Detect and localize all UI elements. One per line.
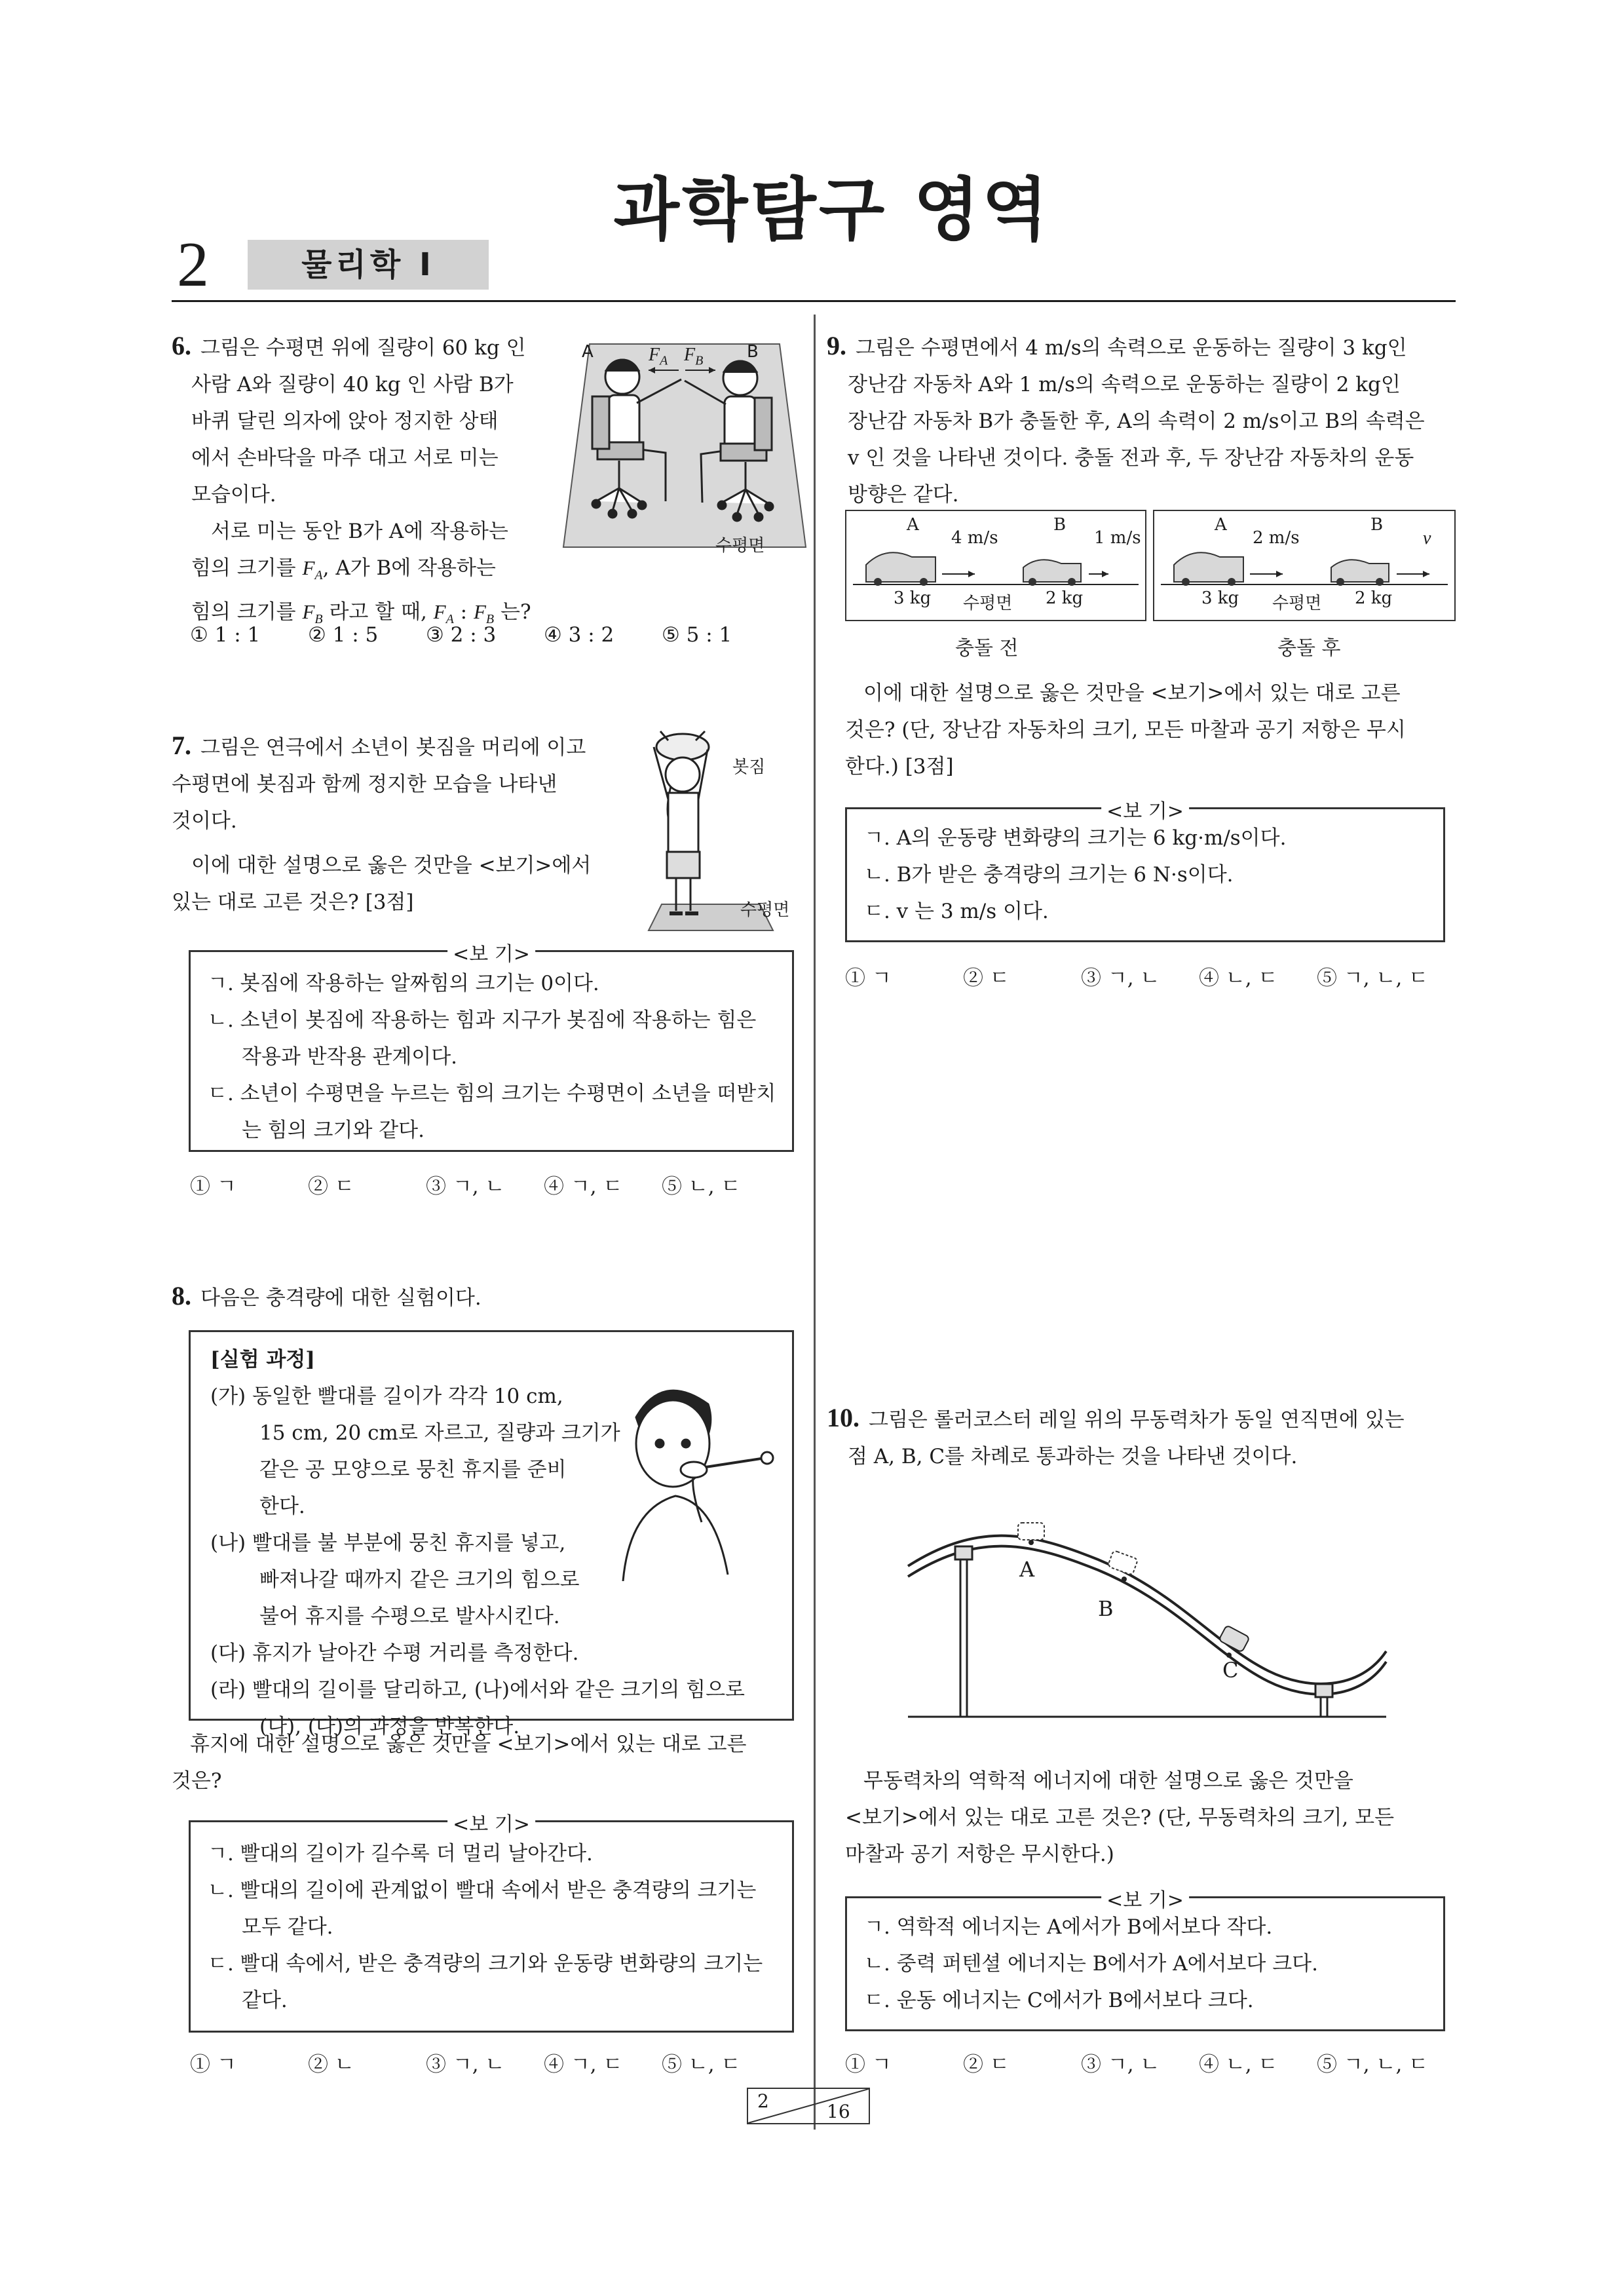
sub-a: A xyxy=(445,612,454,627)
q10-option-1[interactable]: ① ㄱ xyxy=(845,2053,892,2076)
page-current: 2 xyxy=(757,2090,769,2112)
q10-q-line: 무동력차의 역학적 에너지에 대한 설명으로 옳은 것만을 xyxy=(863,1769,1353,1793)
rail-top xyxy=(908,1536,1386,1684)
q8-options xyxy=(190,2048,740,2081)
q10-bogi-label: <보 기> xyxy=(1101,1884,1189,1913)
q9-bogi-item-2: ㄴ. B가 받은 충격량의 크기는 6 N·s이다. xyxy=(864,863,1234,887)
q10-line: 점 A, B, C를 차례로 통과하는 것을 나타낸 것이다. xyxy=(848,1445,1298,1468)
q8-option-4[interactable]: ④ ㄱ, ㄷ xyxy=(544,2053,623,2076)
q7-line: 있는 대로 고른 것은? [3점] xyxy=(172,890,414,914)
q9-before-va: 4 m/s xyxy=(951,528,998,548)
q8-option-2[interactable]: ② ㄴ xyxy=(308,2053,354,2076)
q8-step: (다) 휴지가 날아간 수평 거리를 측정한다. xyxy=(210,1641,579,1665)
q8-bogi-item-2: ㄴ. 빨대의 길이에 관계없이 빨대 속에서 받은 충격량의 크기는 모두 같다. xyxy=(208,1879,757,1939)
car-at-c xyxy=(1218,1625,1250,1653)
q8-step: 한다. xyxy=(259,1495,305,1518)
q9-before-ma: 3 kg xyxy=(894,588,932,608)
q8-experiment-box xyxy=(189,1330,794,1738)
force-fa xyxy=(302,556,323,583)
q6-text: , A가 B에 작용하는 xyxy=(322,556,496,580)
q7-line: 수평면에 봇짐과 함께 정지한 모습을 나타낸 xyxy=(172,773,557,796)
car-b xyxy=(1023,560,1081,585)
q8-bogi-item-1: ㄱ. 빨대의 길이가 길수록 더 멀리 날아간다. xyxy=(208,1842,593,1866)
q9-after-ma: 3 kg xyxy=(1201,588,1239,608)
page-title: 과학탐구 영역 xyxy=(613,170,1051,250)
q8-stem xyxy=(172,1278,482,1316)
q6-text: 는? xyxy=(494,600,531,624)
header-rule xyxy=(172,300,1456,302)
q7-option-5[interactable]: ⑤ ㄴ, ㄷ xyxy=(662,1175,741,1198)
car-at-b xyxy=(1108,1550,1138,1575)
point-a xyxy=(1029,1540,1034,1545)
q8-number: 8. xyxy=(172,1281,191,1311)
q8-bogi-item-3: ㄷ. 빨대 속에서, 받은 충격량의 크기와 운동량 변화량의 크기는 같다. xyxy=(208,1952,763,2012)
q10-label-c: C xyxy=(1222,1658,1239,1683)
rail-bottom xyxy=(908,1546,1386,1694)
q6-fig-label-b: B xyxy=(747,342,759,362)
q9-before-surface: 수평면 xyxy=(963,594,1013,613)
q9-option-4[interactable]: ④ ㄴ, ㄷ xyxy=(1199,966,1278,990)
q10-rollercoaster-figure xyxy=(901,1507,1399,1723)
q10-q-line: 마찰과 공기 저항은 무시한다.) xyxy=(845,1843,1114,1866)
f-symbol: F xyxy=(473,600,486,624)
q9-bogi-label: <보 기> xyxy=(1101,795,1189,824)
q7-fig-bundle: 봇짐 xyxy=(732,757,766,777)
q8-question xyxy=(172,1726,801,1799)
q10-line: 그림은 롤러코스터 레일 위의 무동력차가 동일 연직면에 있는 xyxy=(869,1408,1405,1432)
q7-fig-surface: 수평면 xyxy=(740,900,790,920)
q10-number: 10. xyxy=(827,1403,859,1432)
q9-option-3[interactable]: ③ ㄱ, ㄴ xyxy=(1081,966,1160,990)
f-symbol: F xyxy=(433,600,446,624)
q6-stem xyxy=(172,328,538,638)
q8-step: 불어 휴지를 수평으로 발사시킨다. xyxy=(259,1605,560,1628)
q9-after-caption: 충돌 후 xyxy=(1277,637,1341,660)
fb-sub: B xyxy=(695,353,704,368)
q8-step: (나), (다)의 과정을 반복한다. xyxy=(259,1715,520,1738)
q8-option-5[interactable]: ⑤ ㄴ, ㄷ xyxy=(662,2053,741,2076)
q7-bogi-item-3: ㄷ. 소년이 수평면을 누르는 힘의 크기는 수평면이 소년을 떠받치는 힘의 크기와 같다. xyxy=(208,1082,776,1142)
q9-after-va: 2 m/s xyxy=(1253,528,1300,548)
q6-option-1[interactable]: ① 1 : 1 xyxy=(190,623,261,647)
q6-text: 힘의 크기를 xyxy=(191,556,303,580)
q6-option-2[interactable]: ② 1 : 5 xyxy=(308,623,379,647)
q9-line: 그림은 수평면에서 4 m/s의 속력으로 운동하는 질량이 3 kg인 xyxy=(856,336,1407,360)
sub-b: B xyxy=(485,612,495,627)
q9-after-a: A xyxy=(1215,515,1227,535)
q6-line xyxy=(172,550,538,594)
q9-before-mb: 2 kg xyxy=(1046,588,1084,608)
fa-sub: A xyxy=(660,353,668,368)
q9-line: 장난감 자동차 B가 충돌한 후, A의 속력이 2 m/s이고 B의 속력은 xyxy=(848,410,1425,433)
q6-fig-label-a: A xyxy=(582,342,594,362)
q9-after-panel xyxy=(1153,510,1456,621)
colon: : xyxy=(453,600,474,624)
q10-q-line: <보기>에서 있는 대로 고른 것은? (단, 무동력차의 크기, 모든 xyxy=(845,1806,1395,1829)
q7-line: 것이다. xyxy=(172,809,237,833)
point-b xyxy=(1122,1577,1127,1582)
tissue-ball xyxy=(761,1452,773,1464)
q9-after-surface: 수평면 xyxy=(1272,594,1322,613)
q10-bogi-item-3: ㄷ. 운동 에너지는 C에서가 B에서보다 크다. xyxy=(864,1989,1254,2012)
q9-options xyxy=(845,962,1428,995)
q10-question xyxy=(845,1763,1456,1873)
q8-step: (가) 동일한 빨대를 길이가 각각 10 cm, xyxy=(210,1385,563,1408)
q6-options xyxy=(190,619,732,651)
q8-step: 같은 공 모양으로 뭉친 휴지를 준비 xyxy=(259,1458,567,1482)
q6-line: 에서 손바닥을 마주 대고 서로 미는 xyxy=(191,446,499,470)
q7-option-1[interactable]: ① ㄱ xyxy=(190,1175,236,1198)
q10-option-3[interactable]: ③ ㄱ, ㄴ xyxy=(1081,2053,1160,2076)
supports xyxy=(955,1546,1332,1717)
q8-text: 다음은 충격량에 대한 실험이다. xyxy=(200,1286,482,1310)
q6-option-3[interactable]: ③ 2 : 3 xyxy=(426,623,497,647)
q7-bogi-box xyxy=(189,943,794,1152)
column-divider xyxy=(814,315,816,2130)
q10-stem xyxy=(827,1400,1456,1475)
q7-number: 7. xyxy=(172,731,191,760)
q7-option-2[interactable]: ② ㄷ xyxy=(308,1175,354,1198)
sub-a: A xyxy=(314,568,323,583)
car-a xyxy=(866,552,935,585)
q10-options xyxy=(845,2048,1428,2081)
page-number: 2 xyxy=(177,229,209,300)
subject-badge: 물리학 I xyxy=(248,240,489,290)
page-indicator xyxy=(747,2088,870,2124)
q9-q-line: 한다.) [3점] xyxy=(845,755,954,778)
q9-bogi-item-3: ㄷ. v 는 3 m/s 이다. xyxy=(864,900,1049,923)
q9-number: 9. xyxy=(827,331,846,360)
car-a xyxy=(1174,552,1243,585)
q9-stem xyxy=(827,328,1456,513)
q9-line: v 인 것을 나타낸 것이다. 충돌 전과 후, 두 장난감 자동차의 운동 xyxy=(848,446,1414,470)
q7-bogi-item-1: ㄱ. 봇짐에 작용하는 알짜힘의 크기는 0이다. xyxy=(208,972,599,995)
q7-option-3[interactable]: ③ ㄱ, ㄴ xyxy=(426,1175,505,1198)
q9-option-2[interactable]: ② ㄷ xyxy=(963,966,1010,990)
car-b xyxy=(1331,560,1389,585)
q10-label-a: A xyxy=(1019,1557,1035,1582)
q9-q-line: 이에 대한 설명으로 옳은 것만을 <보기>에서 있는 대로 고른 xyxy=(863,681,1401,705)
q7-option-4[interactable]: ④ ㄱ, ㄷ xyxy=(544,1175,623,1198)
q6-line: 그림은 수평면 위에 질량이 60 kg 인 xyxy=(200,336,526,360)
q10-option-2[interactable]: ② ㄷ xyxy=(963,2053,1010,2076)
fa-f: F xyxy=(649,345,660,365)
f-symbol: F xyxy=(302,600,315,624)
q7-line: 이에 대한 설명으로 옳은 것만을 <보기>에서 xyxy=(191,854,592,877)
q8-step: 빠져나갈 때까지 같은 크기의 힘으로 xyxy=(259,1568,580,1592)
q9-before-a: A xyxy=(907,515,919,535)
q10-option-4[interactable]: ④ ㄴ, ㄷ xyxy=(1199,2053,1278,2076)
q6-fig-fa xyxy=(649,345,668,369)
q9-bogi-box xyxy=(845,800,1445,942)
q6-number: 6. xyxy=(172,331,191,360)
f-symbol: F xyxy=(302,556,315,579)
q8-step: (나) 빨대를 불 부분에 뭉친 휴지를 넣고, xyxy=(210,1531,566,1555)
q10-bogi-item-1: ㄱ. 역학적 에너지는 A에서가 B에서보다 작다. xyxy=(864,1915,1273,1939)
q9-option-1[interactable]: ① ㄱ xyxy=(845,966,892,990)
q6-text: 힘의 크기를 xyxy=(191,600,303,624)
q8-option-3[interactable]: ③ ㄱ, ㄴ xyxy=(426,2053,505,2076)
q6-fig-surface: 수평면 xyxy=(715,536,765,556)
q9-question xyxy=(845,675,1456,785)
q7-bogi-item-2: ㄴ. 소년이 봇짐에 작용하는 힘과 지구가 봇짐에 작용하는 힘은 작용과 반작용 관계이다. xyxy=(208,1008,757,1069)
q6-line: 사람 A와 질량이 40 kg 인 사람 B가 xyxy=(191,373,514,396)
bundle-shape xyxy=(656,734,709,760)
q9-line: 방향은 같다. xyxy=(848,483,959,507)
q8-step: (라) 빨대의 길이를 달리하고, (나)에서와 같은 크기의 힘으로 xyxy=(210,1678,745,1702)
q6-line: 서로 미는 동안 B가 A에 작용하는 xyxy=(211,520,508,543)
q6-option-4[interactable]: ④ 3 : 2 xyxy=(544,623,614,647)
q9-line: 장난감 자동차 A와 1 m/s의 속력으로 운동하는 질량이 2 kg인 xyxy=(848,373,1401,396)
q8-bogi-box xyxy=(189,1813,794,2033)
q9-before-vb: 1 m/s xyxy=(1094,528,1141,548)
q6-line: 모습이다. xyxy=(191,483,276,507)
q8-bogi-label: <보 기> xyxy=(447,1808,535,1837)
q9-q-line: 것은? (단, 장난감 자동차의 크기, 모든 마찰과 공기 저항은 무시 xyxy=(845,718,1406,742)
boy xyxy=(654,731,709,913)
q9-before-caption: 충돌 전 xyxy=(955,637,1019,660)
q10-bogi-item-2: ㄴ. 중력 퍼텐셜 에너지는 B에서가 A에서보다 크다. xyxy=(864,1952,1318,1976)
sub-b: B xyxy=(314,612,323,627)
q8-exp-title: [실험 과정] xyxy=(210,1348,315,1371)
q10-label-b: B xyxy=(1098,1596,1114,1621)
q9-before-panel xyxy=(845,510,1146,621)
q7-bogi-label: <보 기> xyxy=(447,938,535,966)
q10-bogi-box xyxy=(845,1889,1445,2031)
page-total: 16 xyxy=(827,2101,850,2122)
q7-line: 그림은 연극에서 소년이 봇짐을 머리에 이고 xyxy=(200,736,586,759)
q6-figure xyxy=(550,331,812,560)
q6-option-5[interactable]: ⑤ 5 : 1 xyxy=(662,623,732,647)
fb-f: F xyxy=(684,345,696,365)
q8-figure xyxy=(610,1371,787,1581)
q8-q-line: 것은? xyxy=(172,1769,222,1793)
q6-line: 바퀴 달린 의자에 앉아 정지한 상태 xyxy=(191,410,499,433)
point-c xyxy=(1226,1653,1232,1658)
q9-after-vb: v xyxy=(1423,528,1431,548)
q9-before-b: B xyxy=(1053,515,1067,535)
q8-option-1[interactable]: ① ㄱ xyxy=(190,2053,236,2076)
q8-q-line: 휴지에 대한 설명으로 옳은 것만을 <보기>에서 있는 대로 고른 xyxy=(190,1732,747,1756)
q9-after-b: B xyxy=(1370,515,1384,535)
car-at-a xyxy=(1018,1523,1044,1540)
q9-bogi-item-1: ㄱ. A의 운동량 변화량의 크기는 6 kg·m/s이다. xyxy=(864,826,1287,850)
q7-options xyxy=(190,1170,740,1203)
q8-step: 15 cm, 20 cm로 자르고, 질량과 크기가 xyxy=(259,1421,620,1445)
q9-option-5[interactable]: ⑤ ㄱ, ㄴ, ㄷ xyxy=(1317,966,1429,990)
q6-fig-fb xyxy=(684,345,703,369)
q7-stem xyxy=(172,727,643,921)
q9-after-mb: 2 kg xyxy=(1355,588,1393,608)
q6-text: 라고 할 때, xyxy=(322,600,434,624)
q10-option-5[interactable]: ⑤ ㄱ, ㄴ, ㄷ xyxy=(1317,2053,1429,2076)
